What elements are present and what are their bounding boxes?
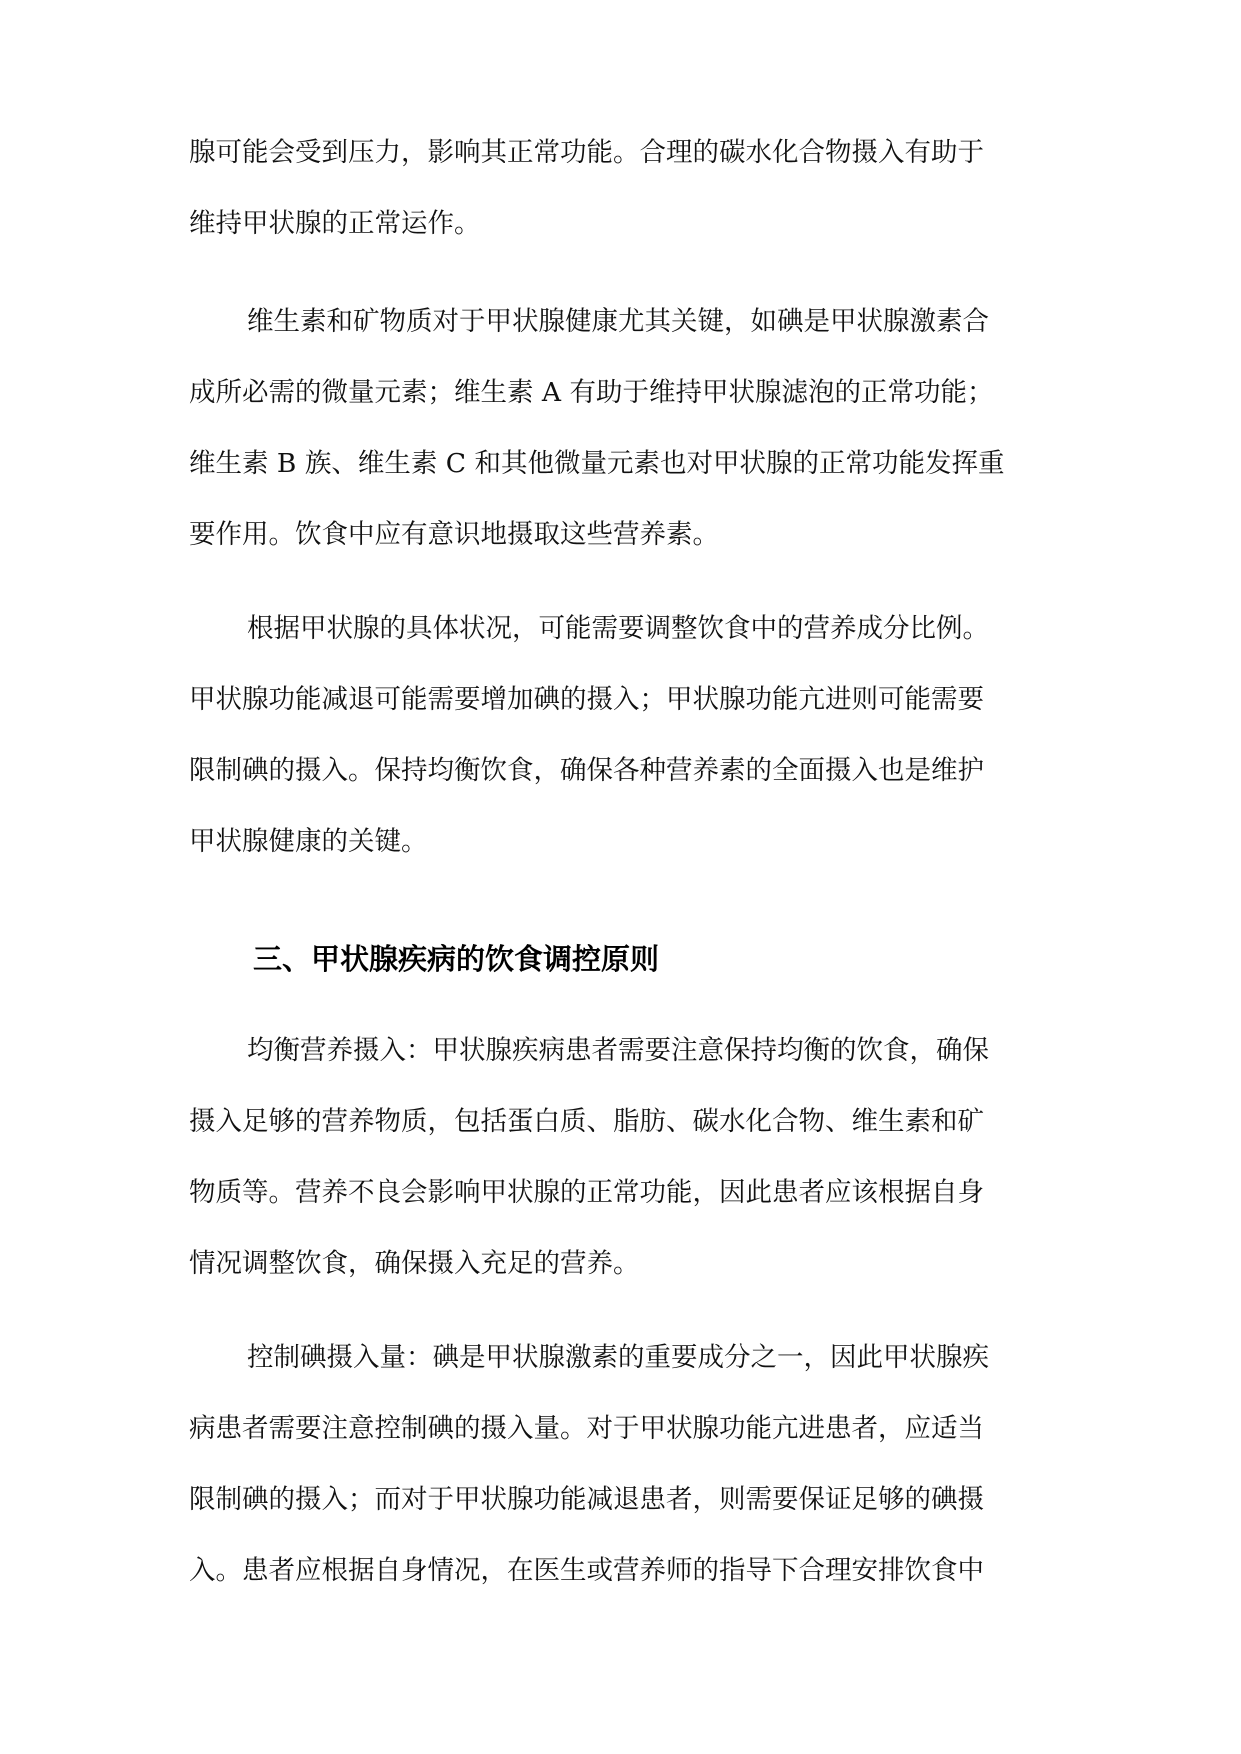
section-heading: 三、甲状腺疾病的饮食调控原则 xyxy=(253,942,660,976)
paragraph-line: 甲状腺功能减退可能需要增加碘的摄入；甲状腺功能亢进则可能需要 xyxy=(189,684,984,715)
paragraph-line: 维生素 B 族、维生素 C 和其他微量元素也对甲状腺的正常功能发挥重 xyxy=(189,448,1005,479)
paragraph-line: 维生素和矿物质对于甲状腺健康尤其关键，如碘是甲状腺激素合 xyxy=(247,306,989,337)
paragraph-line: 维持甲状腺的正常运作。 xyxy=(189,208,481,239)
paragraph-line: 摄入足够的营养物质，包括蛋白质、脂肪、碳水化合物、维生素和矿 xyxy=(189,1106,984,1137)
paragraph-line: 限制碘的摄入；而对于甲状腺功能减退患者，则需要保证足够的碘摄 xyxy=(189,1484,984,1515)
paragraph-line: 均衡营养摄入：甲状腺疾病患者需要注意保持均衡的饮食，确保 xyxy=(247,1035,989,1066)
paragraph-line: 病患者需要注意控制碘的摄入量。对于甲状腺功能亢进患者，应适当 xyxy=(189,1413,984,1444)
paragraph-line: 入。患者应根据自身情况，在医生或营养师的指导下合理安排饮食中 xyxy=(189,1555,984,1586)
paragraph-line: 情况调整饮食，确保摄入充足的营养。 xyxy=(189,1248,640,1279)
paragraph-line: 甲状腺健康的关键。 xyxy=(189,826,428,857)
paragraph-line: 成所必需的微量元素；维生素 A 有助于维持甲状腺滤泡的正常功能； xyxy=(189,377,994,408)
paragraph-line: 要作用。饮食中应有意识地摄取这些营养素。 xyxy=(189,519,719,550)
paragraph-line: 控制碘摄入量：碘是甲状腺激素的重要成分之一，因此甲状腺疾 xyxy=(247,1342,989,1373)
paragraph-line: 腺可能会受到压力，影响其正常功能。合理的碳水化合物摄入有助于 xyxy=(189,137,984,168)
paragraph-line: 根据甲状腺的具体状况，可能需要调整饮食中的营养成分比例。 xyxy=(247,613,989,644)
paragraph-line: 限制碘的摄入。保持均衡饮食，确保各种营养素的全面摄入也是维护 xyxy=(189,755,984,786)
paragraph-line: 物质等。营养不良会影响甲状腺的正常功能，因此患者应该根据自身 xyxy=(189,1177,984,1208)
